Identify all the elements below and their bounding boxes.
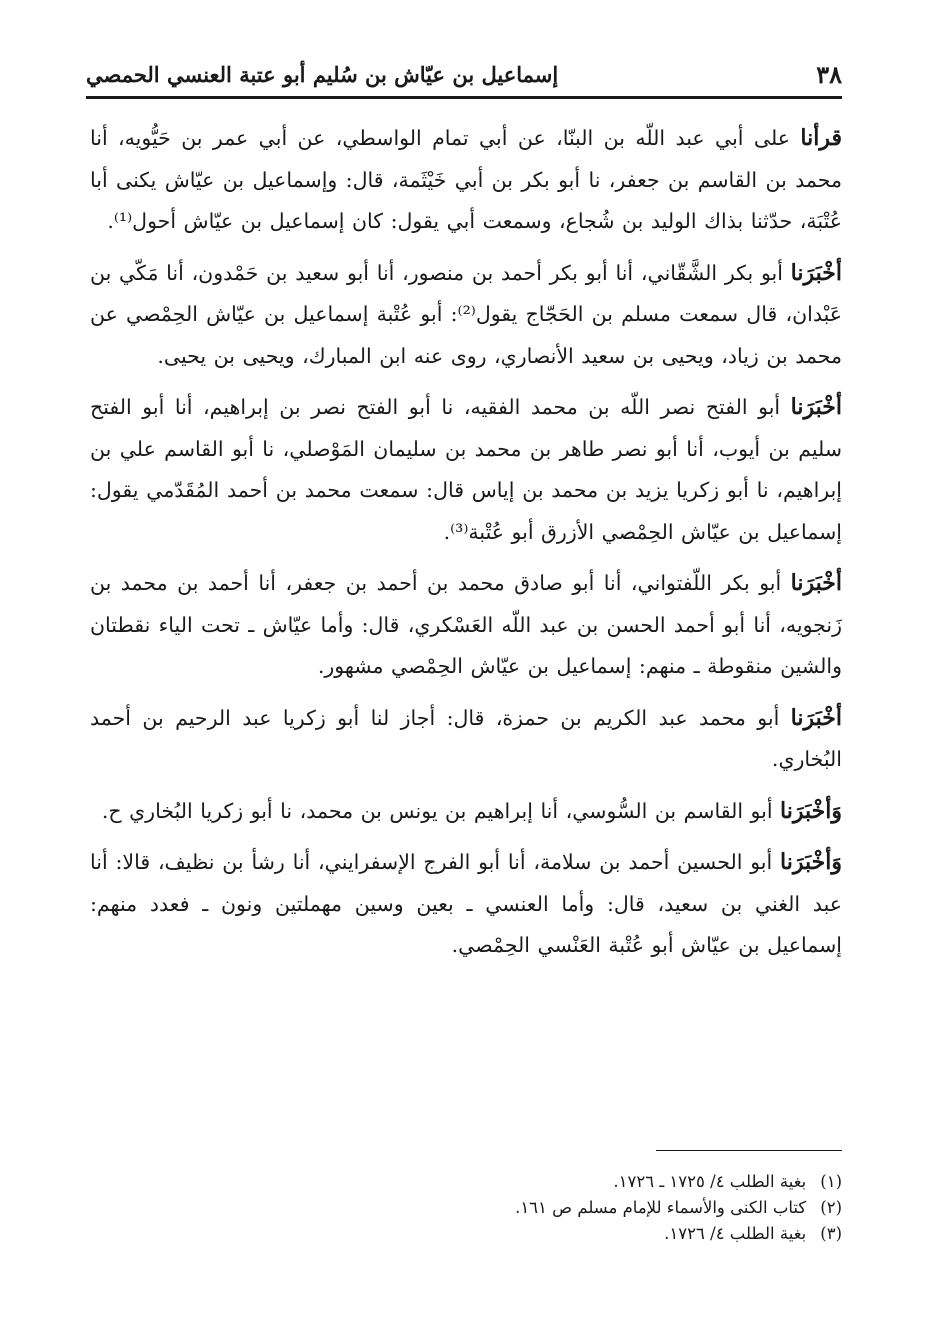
paragraph-5	[90, 698, 842, 781]
paragraph-lead: أخْبَرَنا	[790, 570, 842, 596]
paragraph-text: أبو القاسم بن السُّوسي، أنا إبراهيم بن يونس بن محمد، نا أبو زكريا البُخاري ح.	[101, 798, 781, 823]
paragraph-text: أبو الفتح نصر اللّه بن محمد الفقيه، نا أبو الفتح نصر بن إبراهيم، أنا أبو الفتح سليم بن أيوب، أنا أبو نصر طاهر بن محمد بن سليمان المَوْصلي، نا أبو القاسم علي بن إبراهيم، نا أبو زكريا يزيد بن محمد بن إياس قال: سمعت محمد بن أحمد المُقَدّمي يقول: إسماعيل بن عيّاش الحِمْصي الأزرق أبو عُتْبة⁽³⁾.	[90, 395, 842, 544]
paragraph-text: أبو محمد عبد الكريم بن حمزة، قال: أجاز لنا أبو زكريا عبد الرحيم بن أحمد البُخاري.	[90, 705, 842, 771]
footnote-text: بغية الطلب ٤/ ١٧٢٥ ـ ١٧٢٦.	[613, 1172, 807, 1191]
paragraph-4	[90, 563, 842, 688]
header-rule	[86, 96, 842, 99]
paragraph-3	[90, 387, 842, 553]
paragraph-text: أبو بكر الشَّقّاني، أنا أبو بكر أحمد بن منصور، أنا أبو سعيد بن حَمْدون، أنا مَكّي بن عَبْدان، قال سمعت مسلم بن الحَجّاج يقول⁽²⁾: أبو عُتْبة إسماعيل بن عيّاش الحِمْصي عن محمد بن زياد، ويحيى بن سعيد الأنصاري، روى عنه ابن المبارك، ويحيى بن يحيى.	[90, 260, 842, 368]
paragraph-lead: أخْبَرَنا	[790, 394, 842, 420]
paragraph-7	[90, 842, 842, 967]
paragraph-text: أبو الحسين أحمد بن سلامة، أنا أبو الفرج الإسفرايني، أنا رشأ بن نظيف، قالا: أنا عبد الغني بن سعيد، قال: وأما العنسي ـ بعين وسين مهملتين ونون ـ فعدد منهم: إسماعيل بن عيّاش أبو عُتْبة العَنْسي الحِمْصي.	[90, 850, 842, 957]
footnote-text: كتاب الكنى والأسماء للإمام مسلم ص ١٦١.	[515, 1198, 807, 1217]
main-text	[90, 118, 842, 977]
footnote-3	[242, 1222, 842, 1246]
footnote-mark: (٣)	[820, 1224, 842, 1243]
footnote-mark: (٢)	[820, 1198, 842, 1217]
footnote-1	[242, 1170, 842, 1194]
footnotes	[242, 1170, 842, 1248]
page-header	[86, 58, 842, 96]
paragraph-lead: قرأنا	[800, 125, 842, 151]
footnote-2	[242, 1196, 842, 1220]
paragraph-lead: وَأخْبَرَنا	[780, 849, 842, 875]
paragraph-6	[90, 791, 842, 833]
footnote-rule	[656, 1150, 842, 1151]
paragraph-lead: أخْبَرَنا	[790, 704, 842, 731]
footnote-text: بغية الطلب ٤/ ١٧٢٦.	[664, 1224, 807, 1243]
paragraph-lead: أخْبَرَنا	[790, 259, 842, 286]
paragraph-lead: وَأخْبَرَنا	[780, 797, 842, 824]
paragraph-1	[90, 118, 842, 243]
footnote-mark: (١)	[820, 1172, 842, 1191]
paragraph-text: أبو بكر اللّفتواني، أنا أبو صادق محمد بن أحمد بن جعفر، أنا أحمد بن محمد بن زَنجويه، أنا أبو أحمد الحسن بن عبد اللّه العَسْكري، قال: وأما عيّاش ـ تحت الياء نقطتان والشين منقوطة ـ منهم: إسماعيل بن عيّاش الحِمْصي مشهور.	[90, 571, 842, 678]
page-number: ٣٨	[816, 60, 842, 89]
paragraph-text: على أبي عبد اللّه بن البنّا، عن أبي تمام الواسطي، عن أبي عمر بن حَيُّويه، أنا محمد بن القاسم بن جعفر، نا أبو بكر بن أبي خَيْثَمة، قال: وإسماعيل بن عيّاش يكنى أبا عُتْبَة، حدّثنا بذاك الوليد بن شُجاع، وسمعت أبي يقول: كان إسماعيل بن عيّاش أحول⁽¹⁾.	[90, 126, 842, 233]
running-title: إسماعيل بن عيّاش بن سُليم أبو عتبة العنسي الحمصي	[86, 62, 559, 87]
paragraph-2	[90, 253, 842, 378]
